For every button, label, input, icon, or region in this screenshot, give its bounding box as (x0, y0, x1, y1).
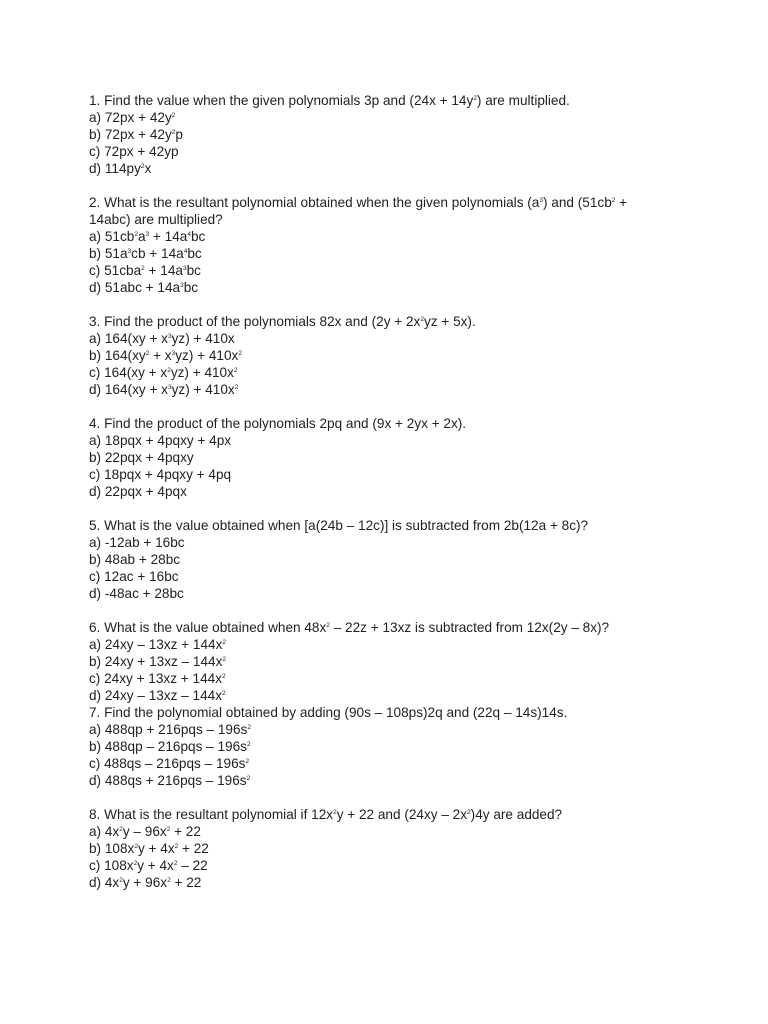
question-text: 6. What is the value obtained when $48x^2 - 22z + 13xz$ is subtracted from 12x(2y – 8x)? (89, 620, 610, 635)
question-text: 3. Find the product of the polynomials 82x and $(2y + 2x^2yz + 5x)$. (89, 314, 476, 329)
answer-option: a) $24xy - 13xz + 144x^2$ (89, 637, 227, 652)
answer-option: d) $488qs + 216pqs - 196s^2$ (89, 773, 251, 788)
answer-option: a) -12ab + 16bc (89, 535, 185, 550)
question-text: 8. What is the resultant polynomial if $12x^2y + 22$ and $(24xy - 2x^2)4y$ are added? (89, 807, 563, 822)
answer-option: d) $51abc + 14a^3bc$ (89, 280, 199, 295)
question-text: 5. What is the value obtained when [a(24b – 12c)] is subtracted from 2b(12a + 8c)? (89, 518, 589, 533)
question-block (89, 704, 728, 789)
answer-option: b) 22pqx + 4pqxy (89, 450, 194, 465)
answer-option: b) $488qp - 216pqs - 196s^2$ (89, 739, 251, 754)
answer-option: a) $51cb^2a^3 + 14a^4bc$ (89, 229, 206, 244)
question-block (89, 415, 728, 500)
answer-option: a) 18pqx + 4pqxy + 4px (89, 433, 232, 448)
question-block (89, 92, 728, 177)
answer-option: b) $72px + 42y^2p$ (89, 127, 183, 142)
question-block (89, 806, 728, 891)
answer-option: b) $24xy + 13xz - 144x^2$ (89, 654, 227, 669)
answer-option: b) $164(xy^2 + x^3yz) + 410x^2$ (89, 348, 242, 363)
answer-option: a) $72px + 42y^2$ (89, 110, 176, 125)
answer-option: c) 18pqx + 4pqxy + 4pq (89, 467, 232, 482)
question-text: 7. Find the polynomial obtained by adding (90s – 108ps)2q and (22q – 14s)14s. (89, 705, 568, 720)
answer-option: c) $108x^2y + 4x^2 - 22$ (89, 858, 208, 873)
question-block (89, 313, 728, 398)
answer-option: d) -48ac + 28bc (89, 586, 184, 601)
question-block (89, 517, 728, 602)
answer-option: d) 22pqx + 4pqx (89, 484, 187, 499)
question-text: 4. Find the product of the polynomials 2pq and (9x + 2yx + 2x). (89, 416, 467, 431)
answer-option: d) $4x^2y + 96x^2 + 22$ (89, 875, 202, 890)
question-block (89, 619, 728, 704)
answer-option: d) $114py^2x$ (89, 161, 152, 176)
question-block (89, 194, 728, 296)
answer-option: b) $51a^3cb + 14a^4bc$ (89, 246, 202, 261)
answer-option: c) 12ac + 16bc (89, 569, 179, 584)
answer-option: a) $4x^2y - 96x^2 + 22$ (89, 824, 201, 839)
answer-option: c) $24xy + 13xz + 144x^2$ (89, 671, 226, 686)
answer-option: a) $488qp + 216pqs - 196s^2$ (89, 722, 251, 737)
answer-option: b) $108x^2y + 4x^2 + 22$ (89, 841, 209, 856)
answer-option: c) 72px + 42yp (89, 144, 179, 159)
answer-option: c) $488qs - 216pqs - 196s^2$ (89, 756, 250, 771)
question-list (89, 92, 728, 891)
question-text: 2. What is the resultant polynomial obtained when the given polynomials $(a^3)$ and ($51cb^2$ + (89, 195, 628, 210)
answer-option: d) $164(xy + x^3yz) + 410x^2$ (89, 382, 239, 397)
question-text: 1. Find the value when the given polynomials 3p and $(24x + 14y^2)$ are multiplied. (89, 93, 570, 108)
question-text: 14abc) are multiplied? (89, 212, 223, 227)
answer-option: d) $24xy - 13xz - 144x^2$ (89, 688, 226, 703)
answer-option: c) $164(xy + x^2yz) + 410x^2$ (89, 365, 238, 380)
answer-option: c) $51cba^2 + 14a^3bc$ (89, 263, 201, 278)
answer-option: b) 48ab + 28bc (89, 552, 181, 567)
answer-option: a) $164(xy + x^3yz) + 410x$ (89, 331, 235, 346)
